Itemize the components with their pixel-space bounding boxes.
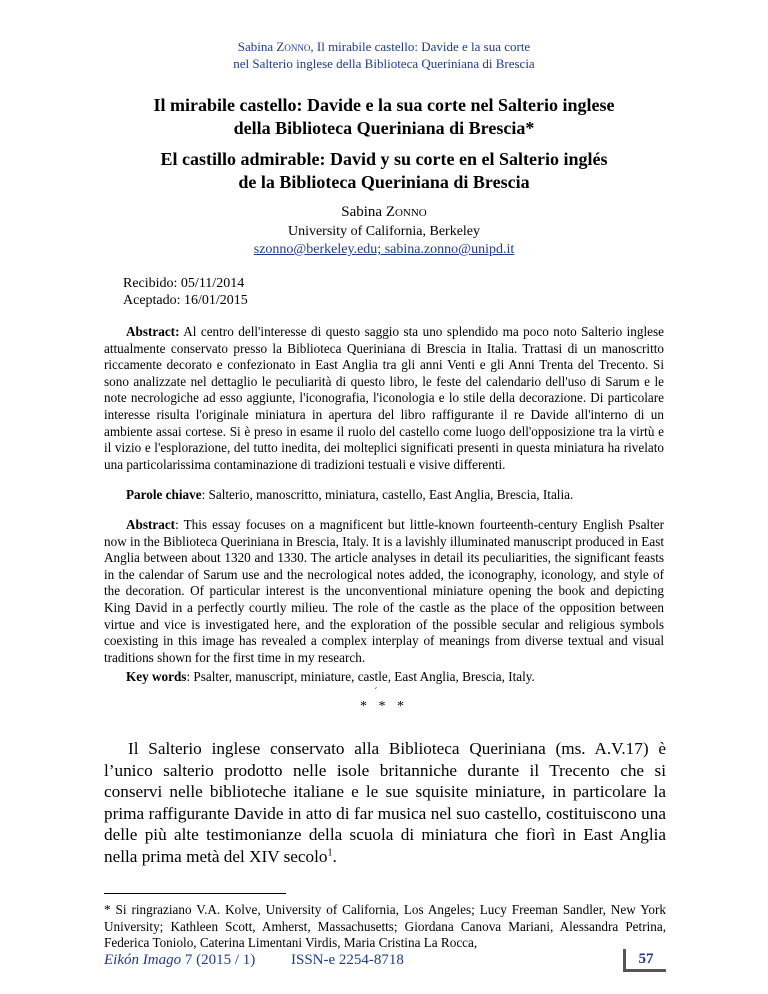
received-date: Recibido: 05/11/2014 xyxy=(123,276,245,291)
footnote-divider xyxy=(104,893,286,894)
footnote: * Si ringraziano V.A. Kolve, University of California, Los Angeles; Lucy Freeman Sandler, New York University; Kathleen Scott, Amherst, Massachusetts; Giordana Canova Mariani, Alessandra Petrina, Federica Toniolo, Caterina Limentani Virdis, Maria Cristina La Rocca, xyxy=(104,902,666,951)
author-name: Sabina Zonno xyxy=(341,204,427,220)
author-emails-link[interactable]: szonno@berkeley.edu; sabina.zonno@unipd.it xyxy=(253,242,515,257)
running-header-line-2: nel Salterio inglese della Biblioteca Queriniana di Brescia xyxy=(233,56,535,71)
accepted-date: Aceptado: 16/01/2015 xyxy=(123,293,248,308)
keywords-italian: Parole chiave: Salterio, manoscritto, miniatura, castello, East Anglia, Brescia, Italia. xyxy=(126,487,574,502)
footnote-reference[interactable]: 1 xyxy=(327,847,333,859)
author-affiliation: University of California, Berkeley xyxy=(287,224,481,239)
section-separator: * * * xyxy=(360,699,408,714)
issn: ISSN-e 2254-8718 xyxy=(291,952,404,968)
abstract-italian: Abstract: Al centro dell'interesse di questo saggio sta uno splendido ma poco noto Salterio inglese attualmente conservato presso la Biblioteca Queriniana di Brescia in Italia. Trattasi di un manoscritto riccamente decorato e confezionato in East Anglia tra gli anni Venti e gli Anni Trenta del Trecento. Si sono analizzate nel dettaglio le peculiarità di questo libro, le feste del calendario dell'uso di Sarum e le note necrologiche ad esso aggiunte, l'iconografia, l'iconologia e lo stile della decorazione. Di particolare interesse risulta l'originale miniatura in apertura del libro raffigurante il re Davide all'interno di un ambiente assai cortese. Si è preso in esame il ruolo del castello come luogo dell'opposizione tra la virtù e il vizio e l'esplorazione, del tutto inedita, dei molteplici significati presenti in questa miniatura ha rivelato una particolarissima contaminazione di tradizioni testuali e visive differenti. xyxy=(104,324,664,472)
stray-accent-mark: ´ xyxy=(374,686,378,698)
running-header-line-1: Sabina Zonno, Il mirabile castello: Davide e la sua corte xyxy=(237,39,531,54)
submission-dates xyxy=(123,275,248,309)
running-header xyxy=(0,38,768,72)
title-spanish: El castillo admirable: David y su corte en el Salterio inglés de la Biblioteca Queriniana di Brescia xyxy=(160,149,608,192)
page-footer xyxy=(104,950,666,972)
keywords-english: Key words: Psalter, manuscript, miniature, castle, East Anglia, Brescia, Italy. xyxy=(126,669,535,684)
title-italian: Il mirabile castello: Davide e la sua corte nel Salterio inglese della Biblioteca Queriniana di Brescia* xyxy=(153,95,615,138)
body-paragraph: Il Salterio inglese conservato alla Biblioteca Queriniana (ms. A.V.17) è l’unico salterio prodotto nelle isole britanniche durante il Trecento che si conservi nelle biblioteche italiane e le sue squisite miniature, in particolare la prima raffigurante Davide in atto di far musica nel suo castello, costituiscono una delle più alte testimonianze della scuola di miniatura che fiorì in East Anglia nella prima metà del XIV secolo$^1$. xyxy=(104,739,666,866)
journal-citation: Eikón Imago 7 (2015 / 1) xyxy=(104,952,256,968)
page-number: 57 xyxy=(623,949,666,972)
abstract-english: Abstract: This essay focuses on a magnificent but little-known fourteenth-century English Psalter now in the Biblioteca Queriniana in Brescia, Italy. It is a lavishly illuminated manuscript produced in East Anglia between about 1320 and 1330. The article analyses in detail its peculiarities, the significant feasts in the calendar of Sarum use and the necrological notes added, the iconography, iconology, and style of the decoration. Of particular interest is the unconventional miniature opening the book and depicting King David in a perfectly courtly milieu. The role of the castle as the place of the opposition between virtue and vice is investigated here, and the exploration of the possible secular and religious symbols coexisting in this image has revealed a complex interplay of meanings from diverse textual and visual traditions shown for the first time in my research. xyxy=(104,517,664,665)
